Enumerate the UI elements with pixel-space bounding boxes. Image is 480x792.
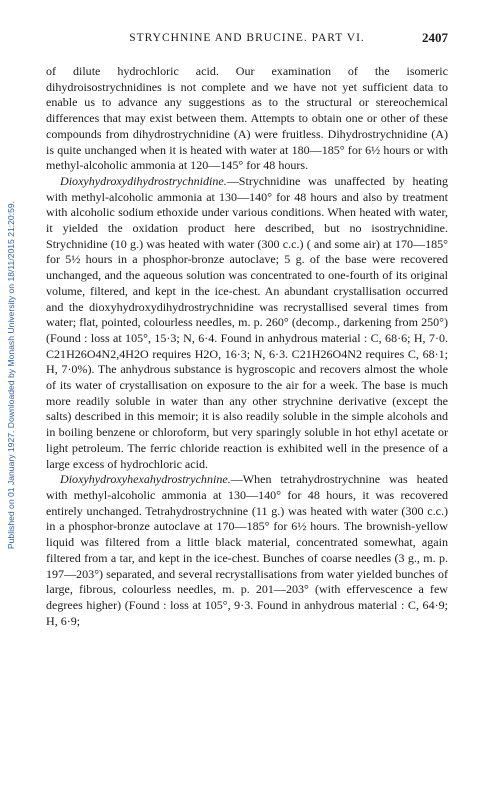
section-run-in-title: Dioxyhydroxydihydrostrychnidine. (60, 173, 227, 188)
section-run-in-title: Dioxyhydroxyhexahydrostrychnine. (60, 472, 231, 487)
page-header (46, 32, 448, 48)
download-watermark-text: Published on 01 January 1927. Downloaded by Monash University on 18/11/2015 21:20:59. (6, 200, 16, 550)
running-title: STRYCHNINE AND BRUCINE. PART VI. (129, 32, 365, 44)
paragraph (46, 472, 448, 629)
paragraph-text: —Strychnidine was unaffected by heating with methyl-alcoholic ammonia at 130—140° for 48 hours and also by treatment with alcoholic sodium ethoxide under various conditions. When heated with water, it yielded the oxidation product here described, but no isostrychnidine. Strychnidine (10 g.) was heated with water (300 c.c.) ( and some air) at 170—185° for 5½ hours in a phosphor-bronze autoclave; 5 g. of the base were recovered unchanged, and the aqueous solution was concentrated to one-fourth of its original volume, filtered, and kept in the ice-chest. An abundant crystallisation occurred and the dioxyhydroxydihydrostrychnidine was recrystallised several times from water; flat, pointed, colourless needles, m. p. 260° (decomp., darkening from 250°) (Found : loss at 105°, 15·3; N, 6·4. Found in anhydrous material : C, 68·6; H, 7·0. C21H26O4N2,4H2O requires H2O, 16·3; N, 6·3. C21H26O4N2 requires C, 68·1; H, 7·0%). The anhydrous substance is hygroscopic and recovers almost the whole of its water of crystallisation on exposure to the air for a week. The base is much more readily soluble in water than any other strychnine derivative (except the salts) described in this memoir; it is also readily soluble in the simple alcohols and in boiling benzene or chloroform, but very sparingly soluble in hot ethyl acetate or light petroleum. The ferric chloride reaction is exhibited well in the presence of a large excess of hydrochloric acid. (46, 173, 448, 471)
paragraph (46, 174, 448, 472)
paragraph-text: of dilute hydrochloric acid. Our examination of the isomeric dihydroisostrychnidines is not complete and we have not yet sufficient data to enable us to advance any suggestions as to the structural or stereochemical differences that may exist between them. Attempts to obtain one or other of these compounds from dihydrostrychnidine (A) were fruitless. Dihydrostrychnidine (A) is quite unchanged when it is heated with water at 180—185° for 6½ hours or with methyl-alcoholic ammonia at 120—145° for 48 hours. (46, 64, 448, 173)
download-watermark (6, 95, 18, 655)
page-number: 2407 (422, 30, 448, 45)
paragraph (46, 64, 448, 174)
paragraph-text: —When tetrahydrostrychnine was heated with methyl-alcoholic ammonia at 130—140° for 48 hours, it was recovered entirely unchanged. Tetrahydrostrychnine (11 g.) was heated with water (300 c.c.) in a phosphor-bronze autoclave at 170—185° for 6½ hours. The brownish-yellow liquid was filtered from a little black material, concentrated somewhat, again filtered from a tar, and kept in the ice-chest. Bunches of coarse needles (3 g., m. p. 197—203°) separated, and several recrystallisations from water yielded bunches of large, fibrous, colourless needles, m. p. 201—203° (with effervescence a few degrees higher) (Found : loss at 105°, 9·3. Found in anhydrous material : C, 64·9; H, 6·9; (46, 472, 448, 628)
article-body (46, 64, 448, 629)
